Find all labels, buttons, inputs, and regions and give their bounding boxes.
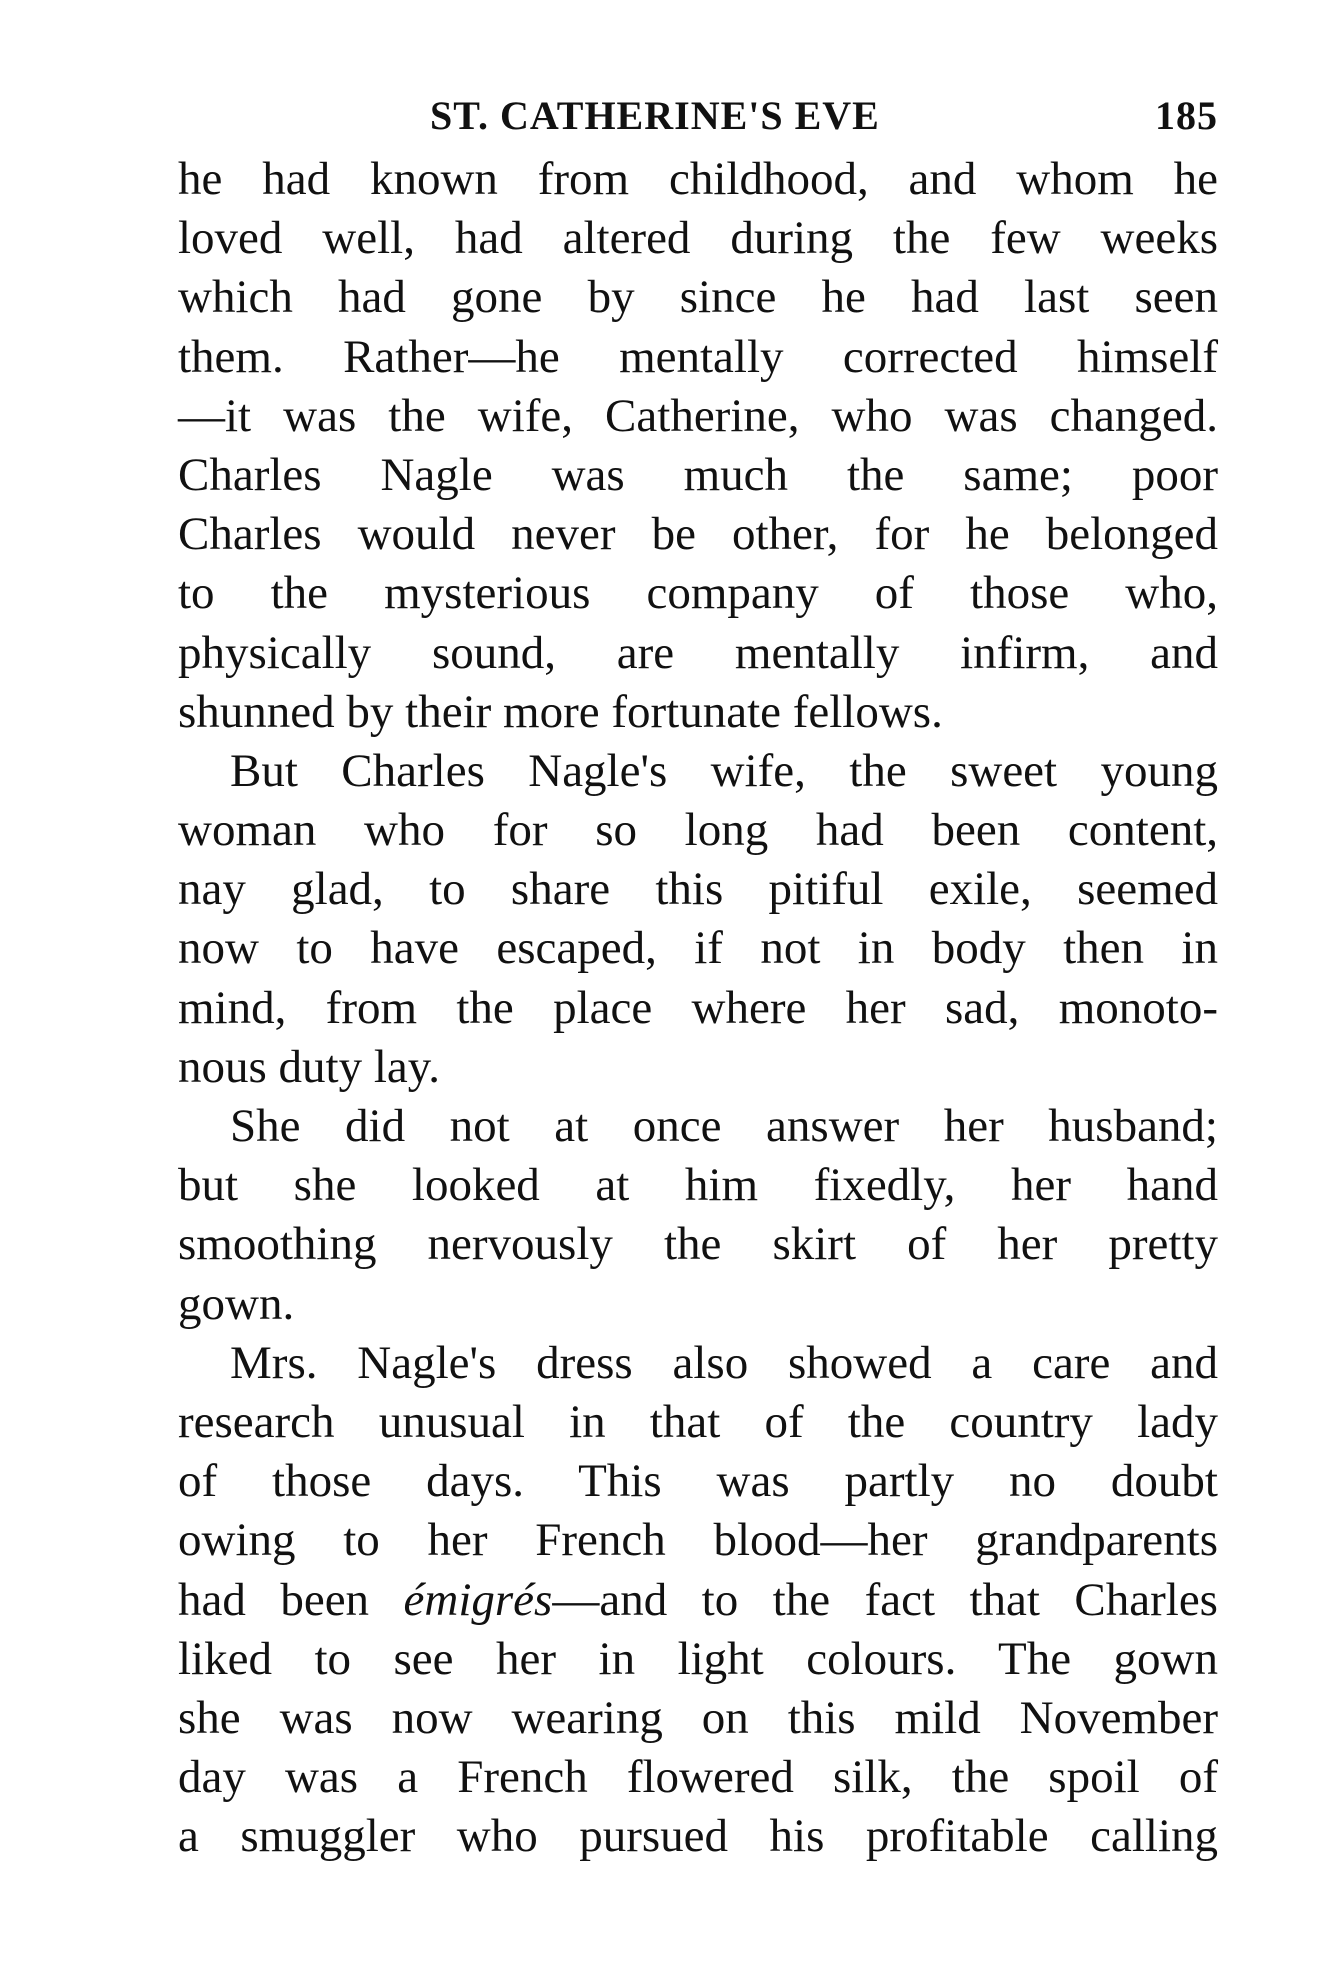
text-line: Charles Nagle was much the same; poor [178,448,1218,501]
text-line: Charles would never be other, for he belonged [178,508,1218,561]
text-line: but she looked at him fixedly, her hand [178,1159,1218,1212]
page-number: 185 [1155,93,1218,138]
text-line: smoothing nervously the skirt of her pretty [178,1218,1218,1271]
text-segment: had been [178,1573,404,1626]
text-line: he had known from childhood, and whom he [178,153,1218,205]
text-line: woman who for so long had been content, [178,804,1218,857]
text-line: nous duty lay. [178,1040,440,1093]
text-line: —it was the wife, Catherine, who was changed. [178,389,1218,442]
running-head [178,92,1218,142]
text-segment: —and to the fact that Charles [552,1573,1218,1626]
text-line: she was now wearing on this mild November [178,1691,1218,1744]
italic-word: émigrés [403,1573,553,1626]
text-line: shunned by their more fortunate fellows. [178,685,943,738]
text-line: which had gone by since he had last seen [178,271,1218,324]
text-line: Mrs. Nagle's dress also showed a care and [230,1336,1218,1389]
text-line: now to have escaped, if not in body then in [178,922,1218,975]
text-line: She did not at once answer her husband; [230,1100,1218,1152]
text-line: owing to her French blood—her grandparents [178,1514,1218,1567]
text-line: day was a French flowered silk, the spoil of [178,1751,1218,1804]
text-line: But Charles Nagle's wife, the sweet young [230,744,1218,797]
text-line: liked to see her in light colours. The gown [178,1632,1218,1685]
text-line: mind, from the place where her sad, monoto- [178,981,1218,1034]
text-line: research unusual in that of the country lady [178,1395,1218,1448]
text-line: gown. [178,1277,295,1330]
text-line: to the mysterious company of those who, [178,567,1218,620]
text-line [178,1571,1218,1630]
text-line: of those days. This was partly no doubt [178,1455,1218,1508]
text-line: them. Rather—he mentally corrected himself [178,330,1218,383]
text-line: physically sound, are mentally infirm, and [178,626,1218,679]
body-text [178,150,1218,1866]
text-line: a smuggler who pursued his profitable calling [178,1810,1218,1863]
running-title: ST. CATHERINE'S EVE [430,93,880,138]
text-line: nay glad, to share this pitiful exile, seemed [178,863,1218,916]
text-line: loved well, had altered during the few weeks [178,212,1218,265]
